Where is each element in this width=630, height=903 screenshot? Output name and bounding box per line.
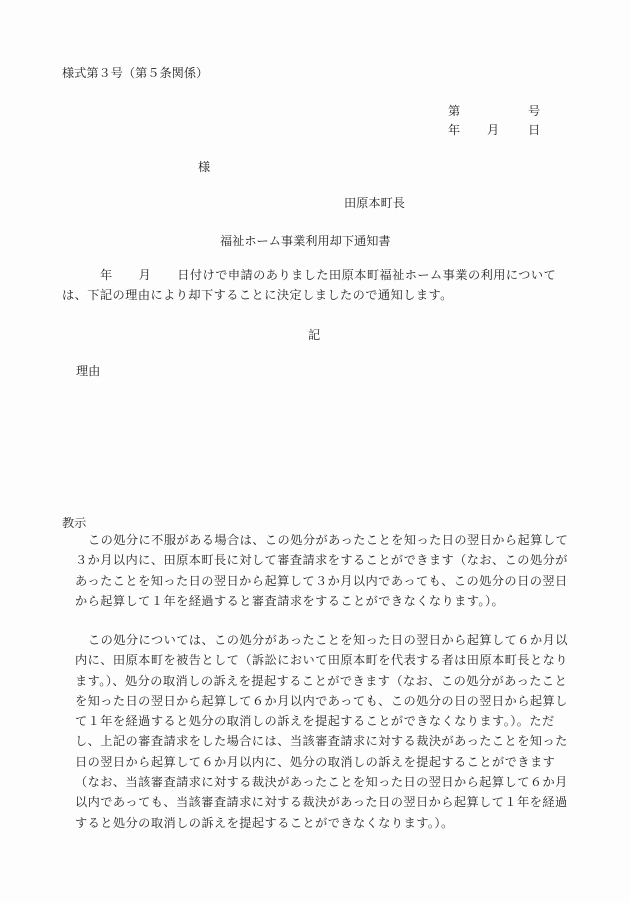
body-month: 月 (138, 268, 152, 282)
document-title: 福祉ホーム事業利用却下通知書 (220, 234, 391, 248)
addressee: 様 (198, 160, 211, 174)
kyouji-text-2: この処分については、この処分があったことを知った日の翌日から起算して６か月以内に、田原本町を被告として（訴訟において田原本町を代表する者は田原本町長となります。）、処分の取消しの訴えを提起することができます（なお、この処分があったことを知った日の翌日から起算して６か月以内であっても、この処分の日の翌日から起算して１年を経過すると処分の取消しの訴えを提起することができなくなります。）。ただし、上記の審査請求をした場合には、当該審査請求に対する裁決があったことを知った日の翌日から起算して６か月以内に、処分の取消しの訴えを提起することができます（なお、当該審査請求に対する裁決があったことを知った日の翌日から起算して６か月以内であっても、当該審査請求に対する裁決があった日の翌日から起算して１年を経過すると処分の取消しの訴えを提起することができなくなります。）。 (75, 633, 568, 830)
ki-heading: 記 (308, 328, 321, 342)
body-paragraph (62, 265, 570, 305)
form-id: 様式第３号（第５条関係） (62, 66, 209, 80)
kyouji-paragraph-2 (62, 630, 570, 833)
sender: 田原本町長 (344, 196, 405, 210)
body-text: 日付けで申請のありました田原本町福祉ホーム事業の利用については、下記の理由により却下することに決定しましたので通知します。 (62, 268, 557, 302)
kyouji-title: 教示 (62, 516, 87, 530)
reason-label: 理由 (76, 364, 101, 378)
number-prefix: 第 (448, 104, 461, 118)
number-suffix: 号 (528, 104, 541, 118)
date-year: 年 (448, 123, 461, 137)
date-day: 日 (528, 123, 541, 137)
kyouji-text-1: この処分に不服がある場合は、この処分があったことを知った日の翌日から起算して３か月以内に、田原本町長に対して審査請求をすることができます（なお、この処分があったことを知った日の翌日から起算して３か月以内であっても、この処分の日の翌日から起算して１年を経過すると審査請求をすることができなくなります。）。 (75, 533, 569, 608)
kyouji-paragraph-1 (62, 530, 570, 611)
date-month: 月 (487, 123, 500, 137)
body-year: 年 (100, 268, 113, 282)
